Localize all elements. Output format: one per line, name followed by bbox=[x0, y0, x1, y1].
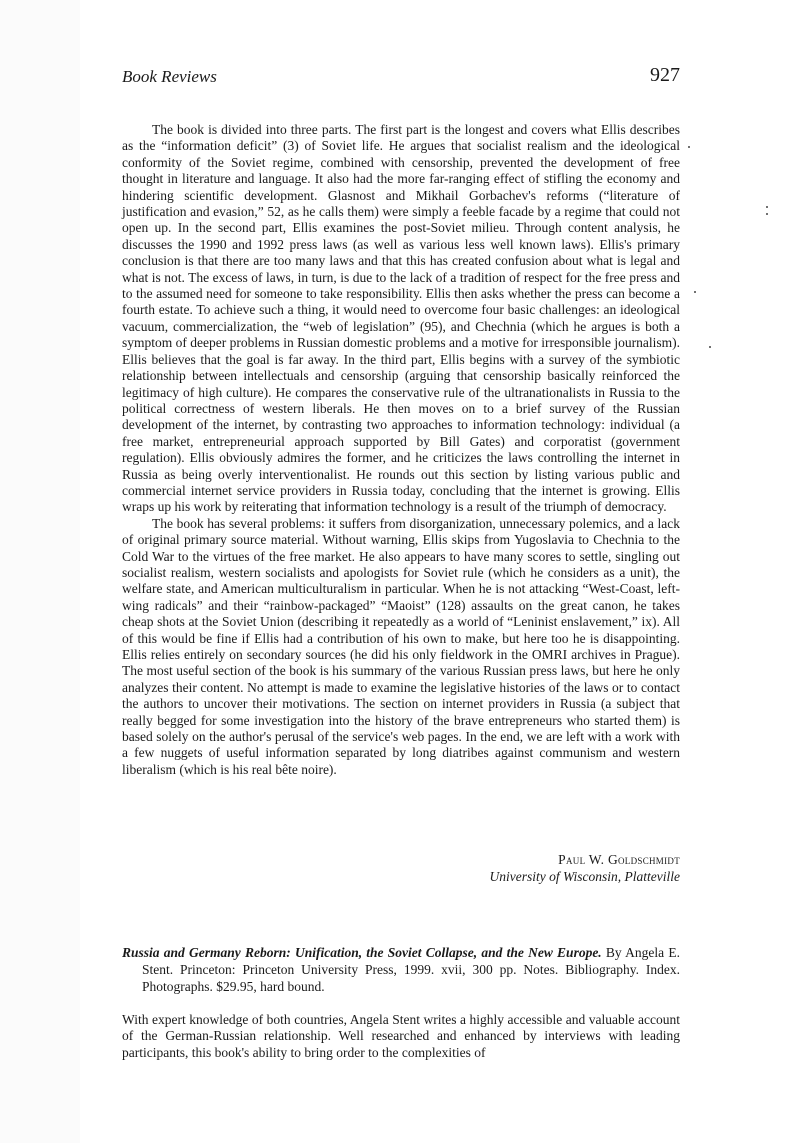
review-paragraph: The book is divided into three parts. The first part is the longest and covers what Ellis describes as the “information deficit” (3) of Soviet life. He argues that socialist realism and the ideological conformity of the Soviet regime, combined with censorship, prevented the development of free thought in literature and language. It also had the more far-ranging effect of stifling the economy and hindering scientific development. Glasnost and Mikhail Gorbachev's reforms (“literature of justification and evasion,” 52, as he calls them) were simply a feeble facade by a regime that could not open up. In the second part, Ellis examines the post-Soviet milieu. Through content analysis, he discusses the 1990 and 1992 press laws (as well as various less well known laws). Ellis's primary conclusion is that there are too many laws and that this has created confusion about what is legal and what is not. The excess of laws, in turn, is due to the lack of a tradition of respect for the free press and to the assumed need for someone to take responsibility. Ellis then asks whether the press can become a fourth estate. To achieve such a thing, it would need to overcome four basic challenges: an ideological vacuum, commercialization, the “web of legislation” (95), and Chechnia (which he argues is both a symptom of deeper problems in Russian domestic problems and a motive for irresponsible journalism). Ellis believes that the goal is far away. In the third part, Ellis begins with a survey of the symbiotic relationship between intellectuals and censorship (arguing that censorship basically reinforced the legitimacy of high culture). He compares the conservative rule of the ultranationalists in Russia to the political correctness of western liberals. He then moves on to a brief survey of the Russian development of the internet, by contrasting two approaches to information technology: individual (a free market, entrepreneurial approach supported by Bill Gates) and corporatist (government regulation). Ellis obviously admires the former, and he criticizes the laws controlling the internet in Russia as being overly interventionalist. He rounds out this section by listing various public and commercial internet service providers in Russia today, concluding that the internet is growing. Ellis wraps up his work by reiterating that information technology is a result of the triumph of democracy. bbox=[122, 122, 680, 515]
bibliographic-info: By Angela E. Stent. Princeton: Princeton University Press, 1999. xvii, 300 pp. Notes. Bibliography. Index. Photographs. $29.95, hard bound. bbox=[142, 945, 680, 994]
scan-speck bbox=[766, 206, 768, 208]
reviewer-name: Paul W. Goldschmidt bbox=[558, 852, 680, 867]
page-margin-shade bbox=[0, 0, 80, 1143]
scan-speck bbox=[688, 146, 690, 148]
running-head bbox=[122, 64, 680, 91]
running-title: Book Reviews bbox=[122, 67, 217, 86]
review-body bbox=[122, 122, 680, 778]
reviewer-affiliation: University of Wisconsin, Platteville bbox=[489, 869, 680, 884]
review-paragraph: The book has several problems: it suffers from disorganization, unnecessary polemics, and a lack of original primary source material. Without warning, Ellis skips from Yugoslavia to Chechnia to the Cold War to the virtues of the free market. He also appears to have many scores to settle, singling out socialist realism, western socialists and apologists for Soviet rule (which he considers as a unit), the welfare state, and American multiculturalism in particular. When he is not attacking “West-Coast, left-wing radicals” and their “rainbow-packaged” “Maoist” (128) assaults on the great canon, he takes cheap shots at the Soviet Union (describing it repeatedly as a world of “Leninist enslavement,” ix). All of this would be fine if Ellis had a contribution of his own to make, but here too he is disappointing. Ellis relies entirely on secondary sources (he did his only fieldwork in the OMRI archives in Prague). The most useful section of the book is his summary of the various Russian press laws, but here he only analyzes their content. No attempt is made to examine the legislative histories of the laws or to contact the authors to uncover their motivations. The section on internet providers in Russia (a subject that really begged for some investigation into the history of the brave entrepreneurs who started them) is based solely on the author's perusal of the service's web pages. In the end, we are left with a work with a few nuggets of useful information separated by long diatribes against communism and western liberalism (which is his real bête noire). bbox=[122, 515, 680, 777]
scan-speck bbox=[766, 213, 768, 215]
book-title: Russia and Germany Reborn: Unification, the Soviet Collapse, and the New Europe. bbox=[122, 945, 602, 960]
scan-speck bbox=[694, 291, 696, 293]
book-citation bbox=[122, 944, 680, 995]
page-number: 927 bbox=[650, 64, 680, 86]
next-review-body bbox=[122, 1012, 680, 1061]
review-paragraph: With expert knowledge of both countries, Angela Stent writes a highly accessible and valuable account of the German-Russian relationship. Well researched and enhanced by interviews with leading participants, this book's ability to bring order to the complexities of bbox=[122, 1012, 680, 1060]
scan-speck bbox=[709, 346, 711, 348]
reviewer-signature bbox=[490, 851, 680, 885]
